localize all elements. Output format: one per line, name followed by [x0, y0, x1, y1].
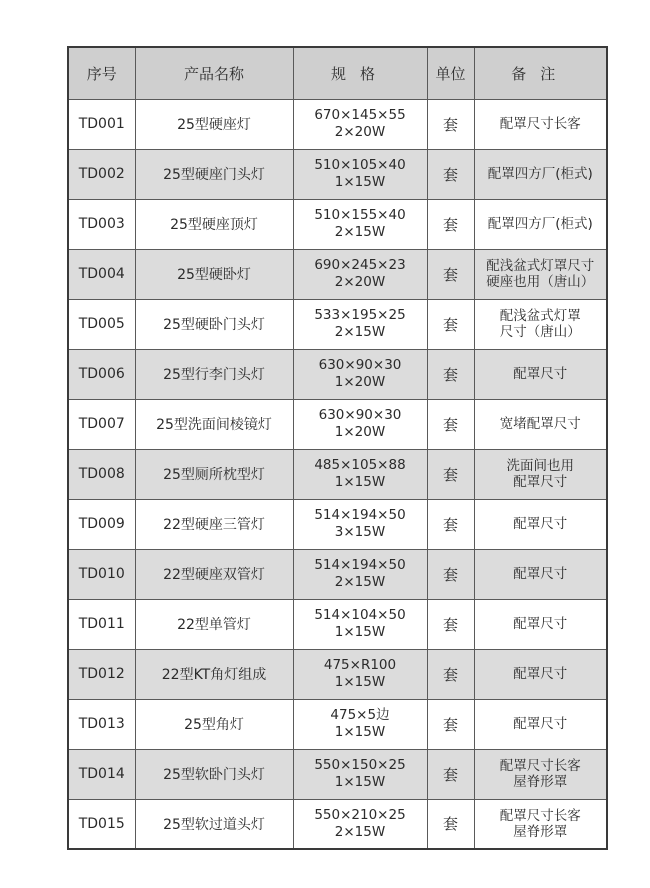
cell-name: 22型硬座三管灯 [135, 499, 293, 549]
note-line-1: 配罩尺寸 [513, 566, 568, 582]
spec-dimensions: 630×90×30 [318, 407, 402, 423]
cell-spec [293, 299, 427, 349]
cell-note [474, 349, 607, 399]
cell-note [474, 99, 607, 149]
spec-dimensions: 514×194×50 [314, 557, 406, 573]
spec-power: 1×15W [334, 724, 386, 740]
spec-power: 1×20W [334, 424, 386, 440]
note-line-1: 配浅盆式灯罩尺寸 [486, 258, 595, 274]
table-row [68, 199, 607, 249]
cell-unit: 套 [427, 199, 474, 249]
table-row [68, 599, 607, 649]
spec-power: 1×15W [334, 174, 386, 190]
cell-unit: 套 [427, 399, 474, 449]
table-row [68, 399, 607, 449]
table-row [68, 649, 607, 699]
cell-spec [293, 349, 427, 399]
cell-code: TD014 [68, 749, 135, 799]
spec-power: 2×15W [334, 224, 386, 240]
cell-code: TD008 [68, 449, 135, 499]
note-line-1: 配浅盆式灯罩 [499, 308, 581, 324]
note-line-1: 配罩尺寸长客 [499, 116, 581, 132]
table-row [68, 99, 607, 149]
note-line-1: 配罩尺寸 [513, 666, 568, 682]
note-line-1: 配罩尺寸长客 [499, 758, 581, 774]
cell-unit: 套 [427, 99, 474, 149]
cell-code: TD009 [68, 499, 135, 549]
cell-name: 25型硬卧灯 [135, 249, 293, 299]
table-row [68, 149, 607, 199]
cell-note [474, 249, 607, 299]
cell-note [474, 499, 607, 549]
cell-name: 25型角灯 [135, 699, 293, 749]
note-line-1: 配罩四方厂(柜式) [487, 166, 593, 182]
note-line-2: 屋脊形罩 [513, 774, 568, 790]
cell-name: 25型硬座顶灯 [135, 199, 293, 249]
cell-name: 22型硬座双管灯 [135, 549, 293, 599]
note-line-2: 尺寸（唐山） [499, 324, 581, 340]
cell-note [474, 549, 607, 599]
note-line-2: 屋脊形罩 [513, 823, 568, 840]
spec-power: 1×15W [334, 474, 386, 490]
cell-unit: 套 [427, 649, 474, 699]
note-line-1: 配罩尺寸 [513, 366, 568, 382]
spec-dimensions: 514×194×50 [314, 507, 406, 523]
cell-unit: 套 [427, 249, 474, 299]
cell-name: 25型硬座灯 [135, 99, 293, 149]
table-row [68, 799, 607, 849]
cell-code: TD010 [68, 549, 135, 599]
note-line-1: 配罩尺寸 [513, 616, 568, 632]
spec-power: 1×20W [334, 374, 386, 390]
cell-code: TD002 [68, 149, 135, 199]
spec-power: 2×15W [334, 823, 386, 840]
spec-power: 2×15W [334, 574, 386, 590]
cell-note [474, 299, 607, 349]
note-line-1: 配罩尺寸 [513, 716, 568, 732]
table-body [68, 99, 607, 849]
spec-power: 1×15W [334, 774, 386, 790]
cell-note [474, 749, 607, 799]
cell-spec [293, 599, 427, 649]
spec-dimensions: 690×245×23 [314, 257, 406, 273]
cell-spec [293, 249, 427, 299]
header-name: 产品名称 [135, 47, 293, 99]
cell-note [474, 699, 607, 749]
cell-unit: 套 [427, 499, 474, 549]
spec-dimensions: 514×104×50 [314, 607, 406, 623]
cell-unit: 套 [427, 599, 474, 649]
cell-code: TD005 [68, 299, 135, 349]
spec-dimensions: 485×105×88 [314, 457, 406, 473]
cell-spec [293, 399, 427, 449]
header-unit: 单位 [427, 47, 474, 99]
cell-code: TD012 [68, 649, 135, 699]
cell-unit: 套 [427, 299, 474, 349]
cell-name: 25型洗面间棱镜灯 [135, 399, 293, 449]
table-row [68, 549, 607, 599]
note-line-1: 洗面间也用 [506, 458, 574, 474]
table-row [68, 299, 607, 349]
table-row [68, 749, 607, 799]
spec-dimensions: 475×R100 [323, 657, 397, 673]
cell-spec [293, 799, 427, 849]
spec-power: 1×15W [334, 624, 386, 640]
table-row [68, 449, 607, 499]
cell-unit: 套 [427, 799, 474, 849]
cell-unit: 套 [427, 549, 474, 599]
header-code: 序号 [68, 47, 135, 99]
cell-name: 25型硬座门头灯 [135, 149, 293, 199]
note-line-2: 硬座也用（唐山） [486, 274, 595, 290]
cell-spec [293, 99, 427, 149]
cell-name: 25型行李门头灯 [135, 349, 293, 399]
cell-code: TD004 [68, 249, 135, 299]
header-row [68, 47, 607, 99]
cell-spec [293, 199, 427, 249]
cell-spec [293, 449, 427, 499]
cell-note [474, 149, 607, 199]
spec-power: 2×20W [334, 124, 386, 140]
cell-code: TD013 [68, 699, 135, 749]
cell-note [474, 399, 607, 449]
spec-dimensions: 510×105×40 [314, 157, 406, 173]
cell-code: TD001 [68, 99, 135, 149]
cell-code: TD007 [68, 399, 135, 449]
cell-unit: 套 [427, 749, 474, 799]
cell-note [474, 449, 607, 499]
spec-power: 1×15W [334, 674, 386, 690]
cell-name: 25型厕所枕型灯 [135, 449, 293, 499]
cell-name: 25型硬卧门头灯 [135, 299, 293, 349]
table-row [68, 249, 607, 299]
cell-name: 22型单管灯 [135, 599, 293, 649]
cell-spec [293, 149, 427, 199]
cell-note [474, 199, 607, 249]
product-spec-table [67, 46, 608, 850]
cell-code: TD003 [68, 199, 135, 249]
spec-dimensions: 533×195×25 [314, 307, 406, 323]
note-line-1: 配罩尺寸长客 [499, 807, 581, 824]
table-header [68, 47, 607, 99]
header-note: 备注 [474, 47, 607, 99]
cell-spec [293, 749, 427, 799]
cell-code: TD015 [68, 799, 135, 849]
cell-code: TD006 [68, 349, 135, 399]
cell-note [474, 599, 607, 649]
cell-name: 22型KT角灯组成 [135, 649, 293, 699]
cell-code: TD011 [68, 599, 135, 649]
cell-note [474, 799, 607, 849]
spec-dimensions: 670×145×55 [314, 107, 406, 123]
spec-power: 2×20W [334, 274, 386, 290]
cell-spec [293, 699, 427, 749]
cell-unit: 套 [427, 349, 474, 399]
cell-note [474, 649, 607, 699]
spec-power: 2×15W [334, 324, 386, 340]
note-line-1: 配罩四方厂(柜式) [487, 216, 593, 232]
header-spec: 规格 [293, 47, 427, 99]
note-line-2: 配罩尺寸 [513, 474, 568, 490]
cell-spec [293, 499, 427, 549]
table-row [68, 699, 607, 749]
spec-dimensions: 510×155×40 [314, 207, 406, 223]
note-line-1: 宽堵配罩尺寸 [499, 416, 581, 432]
cell-name: 25型软过道头灯 [135, 799, 293, 849]
cell-unit: 套 [427, 149, 474, 199]
cell-name: 25型软卧门头灯 [135, 749, 293, 799]
cell-spec [293, 549, 427, 599]
table-row [68, 499, 607, 549]
table-row [68, 349, 607, 399]
spec-dimensions: 630×90×30 [318, 357, 402, 373]
note-line-1: 配罩尺寸 [513, 516, 568, 532]
spec-dimensions: 550×150×25 [314, 757, 406, 773]
spec-power: 3×15W [334, 524, 386, 540]
cell-unit: 套 [427, 699, 474, 749]
cell-spec [293, 649, 427, 699]
spec-dimensions: 475×5边 [330, 707, 390, 723]
spec-dimensions: 550×210×25 [314, 806, 406, 823]
cell-unit: 套 [427, 449, 474, 499]
